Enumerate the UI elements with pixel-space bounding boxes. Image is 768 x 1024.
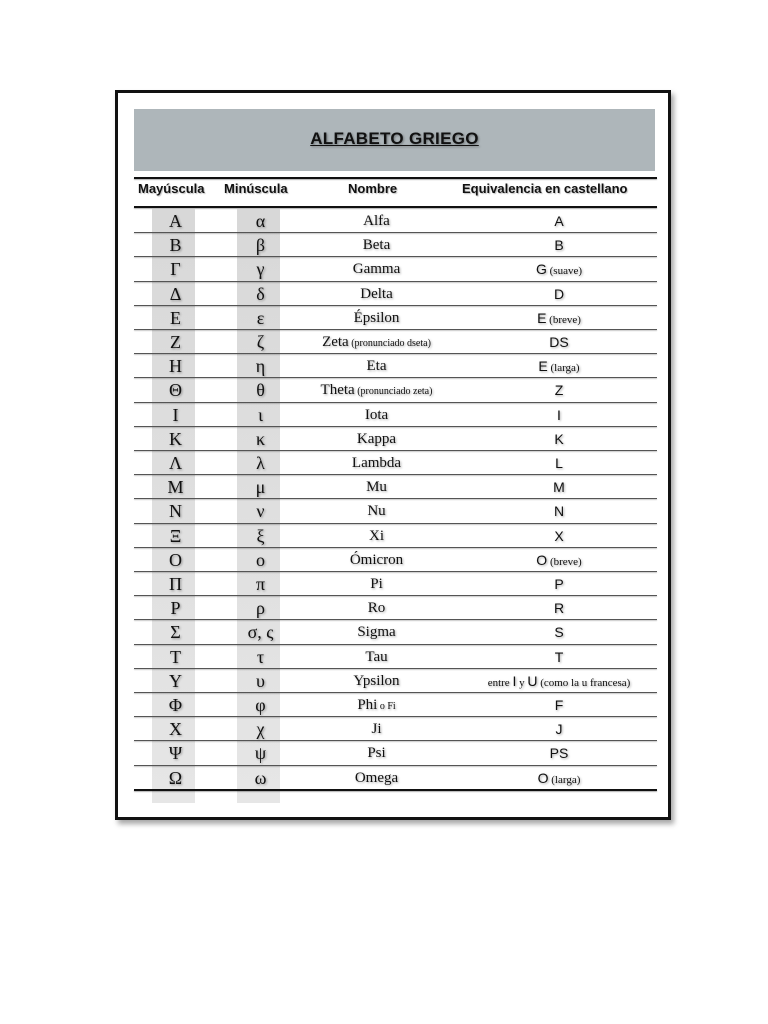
letter-name-text: Sigma [357,624,396,641]
letter-name-text: Lambda [351,455,402,471]
castilian-equivalent [464,524,654,548]
table-row [134,717,657,741]
castilian-equivalent [464,306,654,330]
castilian-equivalent [464,693,654,717]
table-row [134,330,657,354]
letter-name-text: Beta [362,237,391,254]
letter-name [289,499,464,523]
table-row [134,475,657,499]
castilian-equivalent [464,596,654,620]
uppercase-letter: Σ [170,622,181,643]
table-row [134,257,657,281]
uppercase-letter: Ζ [170,332,181,352]
castilian-equivalent [464,451,654,475]
castilian-equivalent [464,669,654,693]
castilian-equivalent [464,378,654,402]
document-frame [115,90,671,820]
letter-name-text: Eta [366,358,387,375]
equivalent-part: (breve) [547,555,582,568]
letter-name-text: Pi [370,576,383,592]
castilian-equivalent [464,354,654,378]
castilian-equivalent [464,427,654,451]
letter-name [289,693,464,717]
letter-name [289,354,464,378]
lowercase-letter: τ [256,646,265,667]
table-row [134,282,657,306]
letter-name [289,741,464,765]
letter-name-text: Mu [366,479,387,496]
equivalent-part: O [536,551,548,568]
uppercase-letter: Θ [169,380,182,401]
uppercase-letter: Ν [169,501,182,522]
equivalent-part: B [554,237,564,254]
castilian-equivalent [464,741,654,765]
equivalent-part: R [553,600,565,617]
letter-name-text: Zeta [322,334,349,350]
uppercase-letter: Λ [168,453,183,473]
equivalent-part: y [516,676,528,689]
letter-name-text: Alfa [363,213,390,229]
equivalent-part: U [527,672,538,689]
equivalent-part: X [554,527,564,544]
page-title: ALFABETO GRIEGO [310,129,479,148]
equivalent-part: D [553,285,565,302]
letter-name [289,378,464,402]
lowercase-letter: θ [256,380,265,401]
uppercase-letter: Ω [168,767,183,788]
letter-name-text: Ómicron [349,551,404,568]
letter-name [289,282,464,306]
letter-name-text: Ji [371,721,382,738]
uppercase-letter: Ο [169,549,182,570]
header-name: Nombre [348,181,398,196]
letter-name [289,330,464,354]
table-row [134,354,657,378]
lowercase-letter: ο [256,549,265,570]
castilian-equivalent [464,257,654,281]
equivalent-part: G [535,261,547,278]
table-row [134,741,657,765]
lowercase-letter: υ [256,670,265,691]
equivalent-part: (larga) [548,773,581,786]
equivalent-part: K [554,430,564,447]
letter-name [289,766,464,790]
equivalent-part: T [554,648,564,665]
lowercase-letter: ζ [256,332,265,352]
equivalent-part: F [554,697,564,713]
table-row [134,620,657,644]
table-row [134,233,657,257]
letter-name [289,620,464,644]
letter-name-text: Delta [360,285,393,302]
equivalent-part: N [553,503,565,520]
table-row [134,209,657,233]
table-row [134,693,657,717]
castilian-equivalent [464,475,654,499]
letter-name [289,403,464,427]
letter-name [289,548,464,572]
letter-name-text: Omega [354,769,399,786]
letter-name [289,596,464,620]
letter-name-text: Phi [357,697,378,713]
table-row [134,524,657,548]
castilian-equivalent [464,572,654,596]
lowercase-letter: δ [256,283,265,304]
table-row [134,451,657,475]
uppercase-letter: Τ [170,646,181,667]
lowercase-letter: μ [255,477,266,498]
letter-name [289,475,464,499]
castilian-equivalent [464,645,654,669]
equivalent-part: I [512,672,517,689]
uppercase-letter: Κ [169,428,182,449]
castilian-equivalent [464,548,654,572]
letter-name-text: Xi [369,527,384,544]
equivalent-part: Z [554,382,564,399]
table-row [134,499,657,523]
uppercase-letter: Π [169,574,182,594]
lowercase-letter: ν [256,501,265,522]
letter-name-text: Nu [367,503,386,520]
uppercase-letter: Α [169,211,182,231]
uppercase-letter: Ρ [170,598,181,619]
equivalent-part: entre [487,676,513,689]
letter-name-text: Iota [364,406,389,423]
lowercase-letter: ρ [256,598,265,619]
letter-name-note: o Fi [377,701,396,712]
letter-name [289,572,464,596]
equivalent-part: O [537,769,549,786]
lowercase-letter: γ [256,259,265,280]
uppercase-letter: Η [169,356,182,377]
equivalent-part: L [555,455,563,471]
uppercase-letter: Φ [168,695,183,715]
table-row [134,378,657,402]
equivalent-part: (larga) [547,362,580,375]
lowercase-letter: ψ [254,743,267,764]
letter-name-note: (pronunciado dseta) [348,338,431,349]
row-divider [134,789,657,791]
table-row [134,306,657,330]
uppercase-letter: Γ [170,259,181,280]
header-equivalence: Equivalencia en castellano [462,181,628,196]
castilian-equivalent [464,330,654,354]
equivalent-part: E [537,309,547,326]
lowercase-letter: π [255,574,266,594]
uppercase-letter: Ξ [169,525,182,546]
castilian-equivalent [464,717,654,741]
equivalent-part: P [554,576,564,592]
lowercase-letter: κ [255,428,266,449]
letter-name-text: Épsilon [353,309,400,326]
equivalent-part: DS [549,334,569,350]
table-row [134,669,657,693]
lowercase-letter: α [255,211,266,231]
letter-name-text: Kappa [356,430,397,447]
equivalent-part: M [553,479,565,496]
castilian-equivalent [464,282,654,306]
equivalent-part: E [538,358,548,375]
letter-name [289,306,464,330]
table-row [134,548,657,572]
letter-name [289,645,464,669]
letter-name-text: Psi [367,745,386,762]
header-top-rule [134,177,657,179]
equivalent-part: (suave) [546,265,582,278]
lowercase-letter: ω [254,767,267,788]
letter-name [289,209,464,233]
equivalent-part: J [555,721,563,738]
uppercase-letter: Χ [169,719,182,740]
letter-name-text: Theta [320,382,355,399]
castilian-equivalent [464,620,654,644]
letter-name [289,717,464,741]
uppercase-letter: Δ [169,283,182,304]
uppercase-letter: Β [169,235,182,256]
title-bar [134,109,655,171]
equivalent-part: I [557,406,561,423]
lowercase-letter: λ [256,453,265,473]
letter-name [289,257,464,281]
letter-name-note: (pronunciado zeta) [354,386,433,398]
uppercase-letter: Ι [172,404,179,425]
castilian-equivalent [464,499,654,523]
header-uppercase: Mayúscula [138,181,205,196]
castilian-equivalent [464,233,654,257]
lowercase-letter: η [255,356,266,377]
table-row [134,766,657,790]
lowercase-letter: β [255,235,266,256]
equivalent-part: PS [549,745,569,762]
table-row [134,572,657,596]
castilian-equivalent [464,766,654,790]
uppercase-letter: Ε [170,307,181,328]
letter-name [289,524,464,548]
uppercase-letter: Υ [169,670,182,691]
letter-name-text: Ro [367,600,386,617]
lowercase-letter: σ, ς [247,622,274,643]
table-row [134,427,657,451]
letter-name-text: Tau [365,648,388,665]
table-row [134,645,657,669]
lowercase-letter: ε [256,307,265,328]
table-row [134,403,657,427]
header-bottom-rule [134,206,657,208]
letter-name-text: Ypsilon [353,672,400,689]
castilian-equivalent [464,209,654,233]
uppercase-letter: Ψ [168,743,183,764]
lowercase-letter: φ [255,695,266,715]
equivalent-part: S [554,624,564,641]
letter-name [289,233,464,257]
letter-name [289,427,464,451]
equivalent-part: (breve) [546,313,581,326]
letter-name [289,669,464,693]
header-lowercase: Minúscula [224,181,288,196]
table-row [134,596,657,620]
castilian-equivalent [464,403,654,427]
letter-name [289,451,464,475]
equivalent-part: (como la u francesa) [537,676,631,689]
lowercase-letter: χ [256,719,265,740]
uppercase-letter: Μ [167,477,184,498]
lowercase-letter: ξ [256,525,265,546]
letter-name-text: Gamma [352,261,401,278]
lowercase-letter: ι [258,404,263,425]
equivalent-part: A [554,213,564,229]
